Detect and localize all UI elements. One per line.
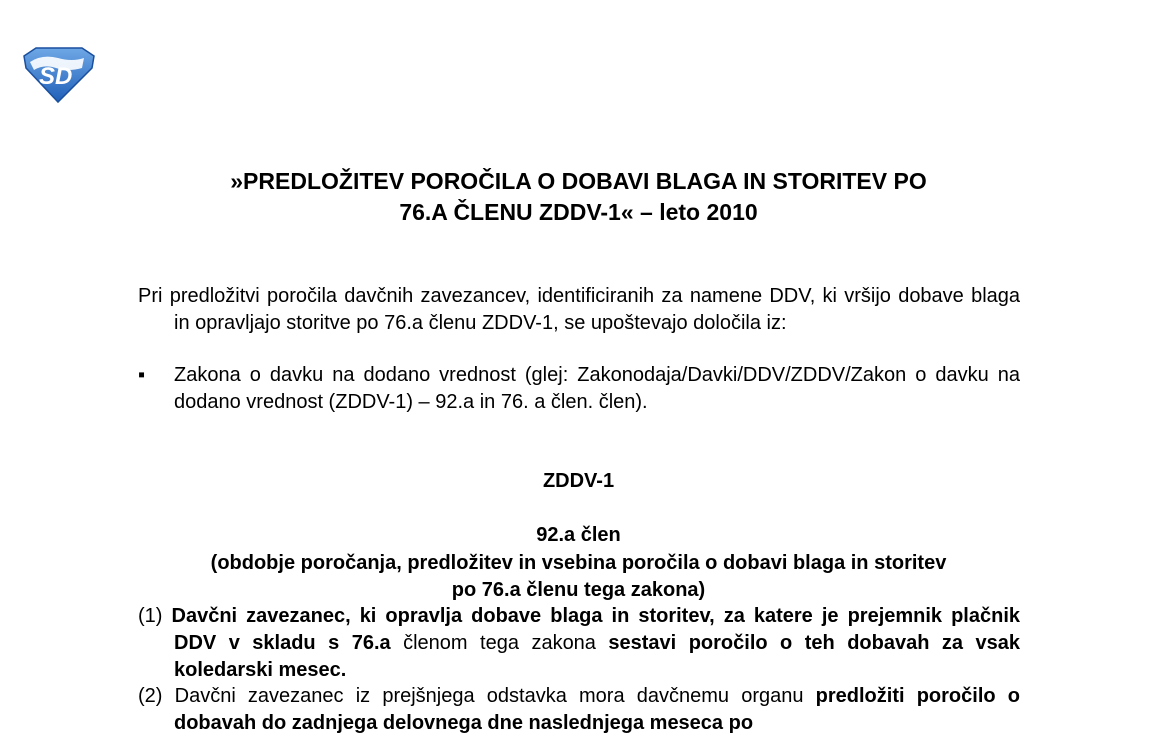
paragraph-2-number: (2) (138, 685, 175, 707)
paragraph-1-bold-part-1: Davčni zavezanec, ki opravlja dobave blaga in storitev, za katere je prejemnik plačnik DDV v skladu s 76.a (171, 605, 1021, 654)
bullet-square-icon: ▪ (138, 364, 146, 386)
title-line-1: »PREDLOŽITEV POROČILA O DOBAVI BLAGA IN STORITEV PO (230, 168, 927, 194)
paragraph-1 (138, 603, 1020, 684)
law-heading: ZDDV-1 (542, 470, 615, 492)
bullet-text: Zakona o davku na dodano vrednost (glej: Zakonodaja/Davki/DDV/ZDDV/Zakon o davku na dodano vrednost (ZDDV-1) – 92.a in 76. a člen. člen). (174, 364, 1020, 413)
article-subtitle-line-1: (obdobje poročanja, predložitev in vsebina poročila o dobavi blaga in storitev (210, 552, 947, 574)
paragraph-2 (138, 683, 1020, 737)
paragraph-2-bold-part: predložiti poročilo o dobavah do zadnjega delovnega dne naslednjega meseca po (174, 685, 1020, 734)
article-heading: 92.a člen (536, 524, 621, 546)
svg-text:SD: SD (39, 63, 73, 90)
paragraph-2-regular-part: Davčni zavezanec iz prejšnjega odstavka mora davčnemu organu (174, 685, 816, 707)
paragraph-1-regular-part: členom tega zakona (390, 632, 609, 654)
title-line-2: 76.A ČLENU ZDDV-1« – leto 2010 (399, 199, 758, 225)
sd-logo-icon (22, 46, 96, 104)
bullet-item (138, 362, 1020, 416)
paragraph-1-bold-part-2: sestavi poročilo o teh dobavah za vsak koledarski mesec. (174, 632, 1020, 681)
paragraph-1-number: (1) (138, 605, 172, 627)
document-title (100, 166, 1057, 228)
article-subtitle-line-2: po 76.a členu tega zakona) (451, 579, 706, 601)
intro-paragraph: Pri predložitvi poročila davčnih zavezancev, identificiranih za namene DDV, ki vršijo dobave blaga in opravljajo storitve po 76.a členu ZDDV-1, se upoštevajo določila iz: (138, 285, 1020, 334)
